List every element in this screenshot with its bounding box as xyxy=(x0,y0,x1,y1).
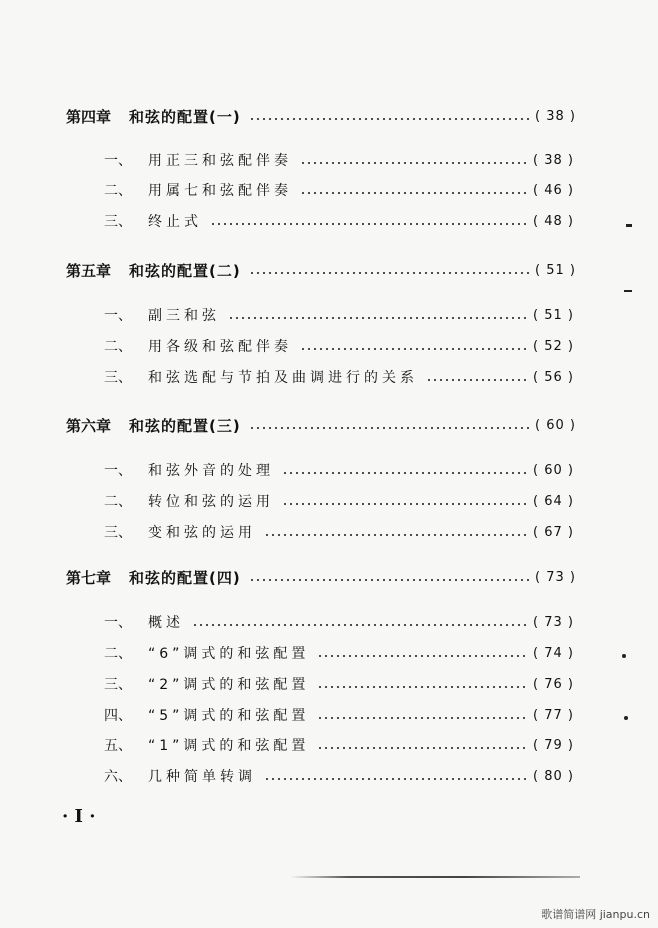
chapter-title: 和弦的配置(三) xyxy=(129,416,241,435)
scan-edge-line xyxy=(290,876,580,878)
page-number: ( 38 ) xyxy=(535,108,576,124)
chapter-title: 和弦的配置(一) xyxy=(129,107,241,126)
section-number: 三、 xyxy=(104,214,132,230)
section-title: “5”调式的和弦配置 xyxy=(148,708,310,724)
dot-leader xyxy=(192,624,529,626)
toc-section-row xyxy=(104,672,574,696)
toc-section-row xyxy=(104,148,574,172)
page-number: ( 56 ) xyxy=(533,369,574,385)
section-title: 终止式 xyxy=(148,214,202,230)
section-number: 一、 xyxy=(104,463,132,479)
toc-chapter-row xyxy=(66,565,576,589)
section-number: 三、 xyxy=(104,525,132,541)
section-title: 转位和弦的运用 xyxy=(148,494,274,510)
dot-leader xyxy=(282,472,529,474)
section-number: 三、 xyxy=(104,677,132,693)
toc-chapter-row xyxy=(66,258,576,282)
chapter-title: 和弦的配置(二) xyxy=(129,261,241,280)
section-number: 二、 xyxy=(104,183,132,199)
dot-leader xyxy=(300,162,529,164)
page-number: ( 77 ) xyxy=(533,707,574,723)
chapter-number: 第七章 xyxy=(66,568,112,587)
page-number: ( 51 ) xyxy=(533,307,574,323)
chapter-number: 第四章 xyxy=(66,107,112,126)
section-title: 用正三和弦配伴奏 xyxy=(148,153,292,169)
section-title: 用属七和弦配伴奏 xyxy=(148,183,292,199)
dot-leader xyxy=(228,317,529,319)
toc-section-row xyxy=(104,764,574,788)
toc-section-row xyxy=(104,303,574,327)
scan-speck xyxy=(624,716,628,720)
toc-chapter-row xyxy=(66,413,576,437)
section-title: 副三和弦 xyxy=(148,308,220,324)
dot-leader xyxy=(264,778,529,780)
page-number: ( 60 ) xyxy=(535,417,576,433)
toc-section-row xyxy=(104,178,574,202)
section-title: “6”调式的和弦配置 xyxy=(148,646,310,662)
page-number: ( 79 ) xyxy=(533,737,574,753)
section-number: 一、 xyxy=(104,615,132,631)
page-number: ( 60 ) xyxy=(533,462,574,478)
section-number: 三、 xyxy=(104,370,132,386)
section-number: 四、 xyxy=(104,708,132,724)
section-number: 五、 xyxy=(104,738,132,754)
page-number: ( 52 ) xyxy=(533,338,574,354)
dot-leader xyxy=(282,503,529,505)
page-number: ( 51 ) xyxy=(535,262,576,278)
section-title: 和弦选配与节拍及曲调进行的关系 xyxy=(148,370,418,386)
dot-leader xyxy=(317,717,529,719)
section-title: 变和弦的运用 xyxy=(148,525,256,541)
dot-leader xyxy=(249,427,531,429)
section-number: 六、 xyxy=(104,769,132,785)
toc-section-row xyxy=(104,733,574,757)
page-number: ( 64 ) xyxy=(533,493,574,509)
page-number: ( 73 ) xyxy=(535,569,576,585)
toc-section-row xyxy=(104,489,574,513)
dot-leader xyxy=(300,348,529,350)
section-title: 几种简单转调 xyxy=(148,769,256,785)
dot-leader xyxy=(249,272,531,274)
chapter-title: 和弦的配置(四) xyxy=(129,568,241,587)
section-number: 二、 xyxy=(104,646,132,662)
toc-section-row xyxy=(104,334,574,358)
page-number: ( 48 ) xyxy=(533,213,574,229)
section-number: 二、 xyxy=(104,339,132,355)
toc-section-row xyxy=(104,641,574,665)
dot-leader xyxy=(249,118,531,120)
watermark: 歌谱简谱网 jianpu.cn xyxy=(541,908,650,921)
page-number: ( 38 ) xyxy=(533,152,574,168)
page-number: ( 74 ) xyxy=(533,645,574,661)
section-number: 二、 xyxy=(104,494,132,510)
section-number: 一、 xyxy=(104,308,132,324)
toc-chapter-row xyxy=(66,104,576,128)
section-title: “1”调式的和弦配置 xyxy=(148,738,310,754)
scan-speck xyxy=(622,654,626,658)
dot-leader xyxy=(264,534,529,536)
section-title: 和弦外音的处理 xyxy=(148,463,274,479)
page-number: ( 67 ) xyxy=(533,524,574,540)
toc-section-row xyxy=(104,520,574,544)
section-title: 概述 xyxy=(148,615,184,631)
scan-speck xyxy=(626,224,632,227)
page-number: ( 76 ) xyxy=(533,676,574,692)
dot-leader xyxy=(317,655,529,657)
page-number: ( 73 ) xyxy=(533,614,574,630)
section-title: 用各级和弦配伴奏 xyxy=(148,339,292,355)
toc-section-row xyxy=(104,703,574,727)
chapter-number: 第六章 xyxy=(66,416,112,435)
dot-leader xyxy=(317,747,529,749)
toc-section-row xyxy=(104,209,574,233)
page-number: ( 46 ) xyxy=(533,182,574,198)
section-title: “2”调式的和弦配置 xyxy=(148,677,310,693)
dot-leader xyxy=(210,223,529,225)
toc-section-row xyxy=(104,610,574,634)
dot-leader xyxy=(426,379,529,381)
toc-section-row xyxy=(104,458,574,482)
dot-leader xyxy=(300,192,529,194)
section-number: 一、 xyxy=(104,153,132,169)
chapter-number: 第五章 xyxy=(66,261,112,280)
dot-leader xyxy=(249,579,531,581)
page-folio: · I · xyxy=(62,806,96,827)
scan-speck xyxy=(624,290,632,292)
page-number: ( 80 ) xyxy=(533,768,574,784)
dot-leader xyxy=(317,686,529,688)
toc-section-row xyxy=(104,365,574,389)
